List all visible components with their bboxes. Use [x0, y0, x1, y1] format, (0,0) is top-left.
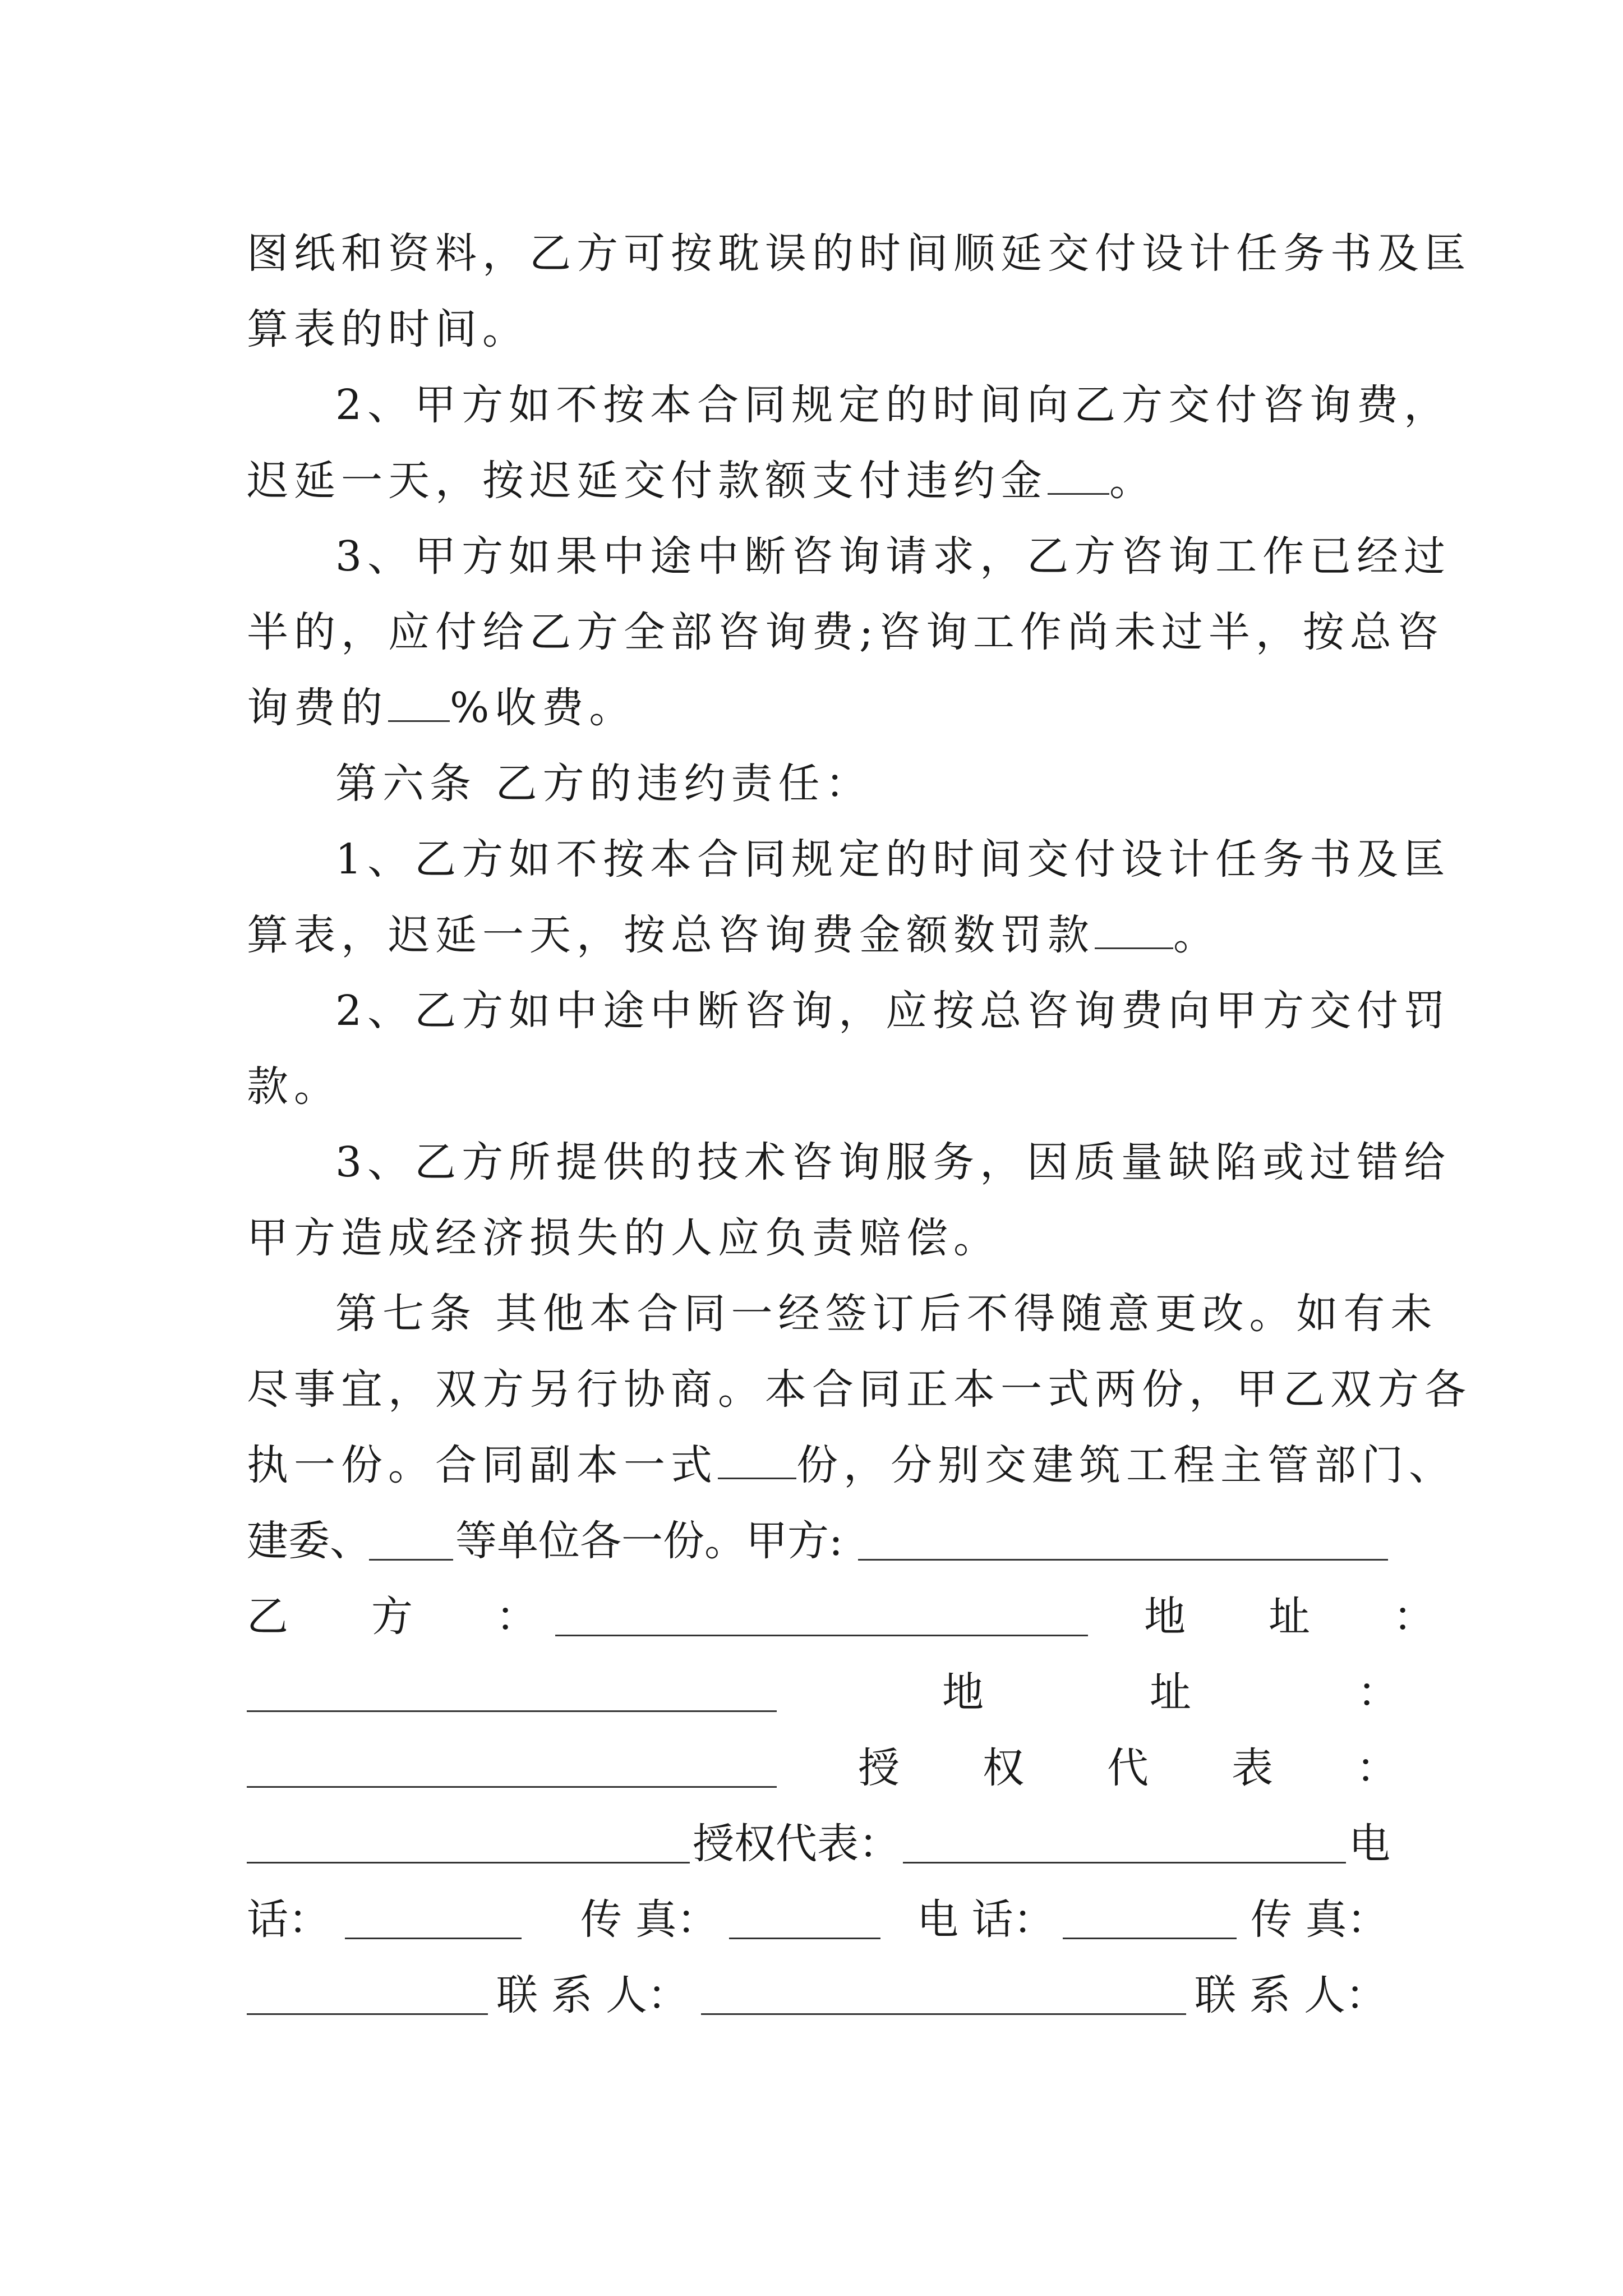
- text-span: 份，分别交建筑工程主管部门、: [796, 1441, 1456, 1489]
- fill-in-blank: [718, 1438, 796, 1479]
- fax-label: 传 真：: [1251, 1895, 1389, 1944]
- phone-label: 电 话：: [917, 1895, 1055, 1944]
- address-label: 地 址 ：: [942, 1668, 1399, 1717]
- paragraph-line: [247, 901, 1391, 969]
- phone-label: 话：: [247, 1895, 330, 1944]
- party-b-blank: [555, 1635, 1088, 1636]
- signature-row: [247, 1659, 1399, 1726]
- text-span: %收费。: [450, 684, 637, 732]
- paragraph-line: 1、乙方如不按本合同规定的时间交付设计任务书及匡: [335, 835, 1451, 884]
- address-blank: [247, 1710, 777, 1712]
- paragraph-line: 款。: [247, 1062, 341, 1111]
- address-label: 地 址 ：: [1144, 1593, 1435, 1641]
- paragraph-line: [247, 674, 1391, 742]
- fill-in-blank: [369, 1559, 453, 1561]
- address-blank: [247, 1786, 777, 1788]
- fill-in-blank: [388, 681, 450, 722]
- fax-label: 传 真：: [580, 1895, 718, 1944]
- party-b-label: 乙 方 ：: [247, 1593, 537, 1641]
- text-span: 询费的: [247, 684, 388, 732]
- paragraph-line: 3、乙方所提供的技术咨询服务，因质量缺陷或过错给: [335, 1138, 1451, 1186]
- signature-row: [247, 1810, 1391, 1878]
- paragraph-line: 算表的时间。: [247, 305, 529, 353]
- auth-rep-blank: [903, 1862, 1346, 1864]
- phone-blank: [345, 1938, 522, 1939]
- paragraph-line: 2、乙方如中途中断咨询，应按总咨询费向甲方交付罚: [335, 987, 1451, 1035]
- paragraph-line: 3、甲方如果中途中断咨询请求，乙方咨询工作已经过: [335, 532, 1451, 581]
- contact-label: 联 系 人：: [496, 1971, 689, 2019]
- paragraph-line: 2、甲方如不按本合同规定的时间向乙方交付咨询费，: [335, 381, 1451, 429]
- contact-label: 联 系 人：: [1195, 1971, 1387, 2019]
- text-span: 。: [1109, 457, 1156, 505]
- paragraph-line: [247, 1432, 1456, 1499]
- paragraph-line: 甲方造成经济损失的人应负责赔偿。: [247, 1214, 1000, 1262]
- contact-blank: [701, 2013, 1186, 2015]
- auth-rep-label: 授权代表：: [693, 1820, 900, 1868]
- text-span: 。: [1173, 911, 1220, 959]
- paragraph-line: [247, 447, 1391, 514]
- signature-row: [247, 1962, 1391, 2029]
- paragraph-line: 半的，应付给乙方全部咨询费;咨询工作尚未过半，按总咨: [247, 608, 1444, 656]
- article-heading: 第六条 乙方的违约责任：: [335, 760, 873, 808]
- fax-blank: [729, 1938, 880, 1939]
- auth-rep-blank: [247, 1862, 690, 1864]
- paragraph-line: 图纸和资料，乙方可按耽误的时间顺延交付设计任务书及匡: [247, 229, 1472, 278]
- article-heading: 第七条 其他本合同一经签订后不得随意更改。如有未: [335, 1290, 1438, 1338]
- signature-row: [247, 1583, 1435, 1650]
- fill-in-blank: [1095, 908, 1173, 949]
- text-span: 执一份。合同副本一式: [247, 1441, 718, 1489]
- text-span: 建委、: [247, 1517, 371, 1565]
- signature-row: [247, 1507, 1391, 1575]
- text-span: 算表，迟延一天，按总咨询费金额数罚款: [247, 911, 1095, 959]
- fill-in-blank: [1048, 454, 1109, 495]
- text-span: 迟延一天，按迟延交付款额支付违约金: [247, 457, 1048, 505]
- auth-rep-label: 授 权 代 表 ：: [858, 1744, 1398, 1792]
- text-span: 等单位各一份。甲方:: [455, 1517, 843, 1565]
- party-a-blank: [858, 1559, 1388, 1561]
- phone-blank: [1063, 1938, 1237, 1939]
- phone-label: 电: [1349, 1820, 1390, 1868]
- paragraph-line: 尽事宜，双方另行协商。本合同正本一式两份，甲乙双方各: [247, 1365, 1472, 1414]
- signature-row: [247, 1734, 1398, 1802]
- fax-blank: [247, 2013, 488, 2015]
- signature-row: [247, 1886, 1391, 1953]
